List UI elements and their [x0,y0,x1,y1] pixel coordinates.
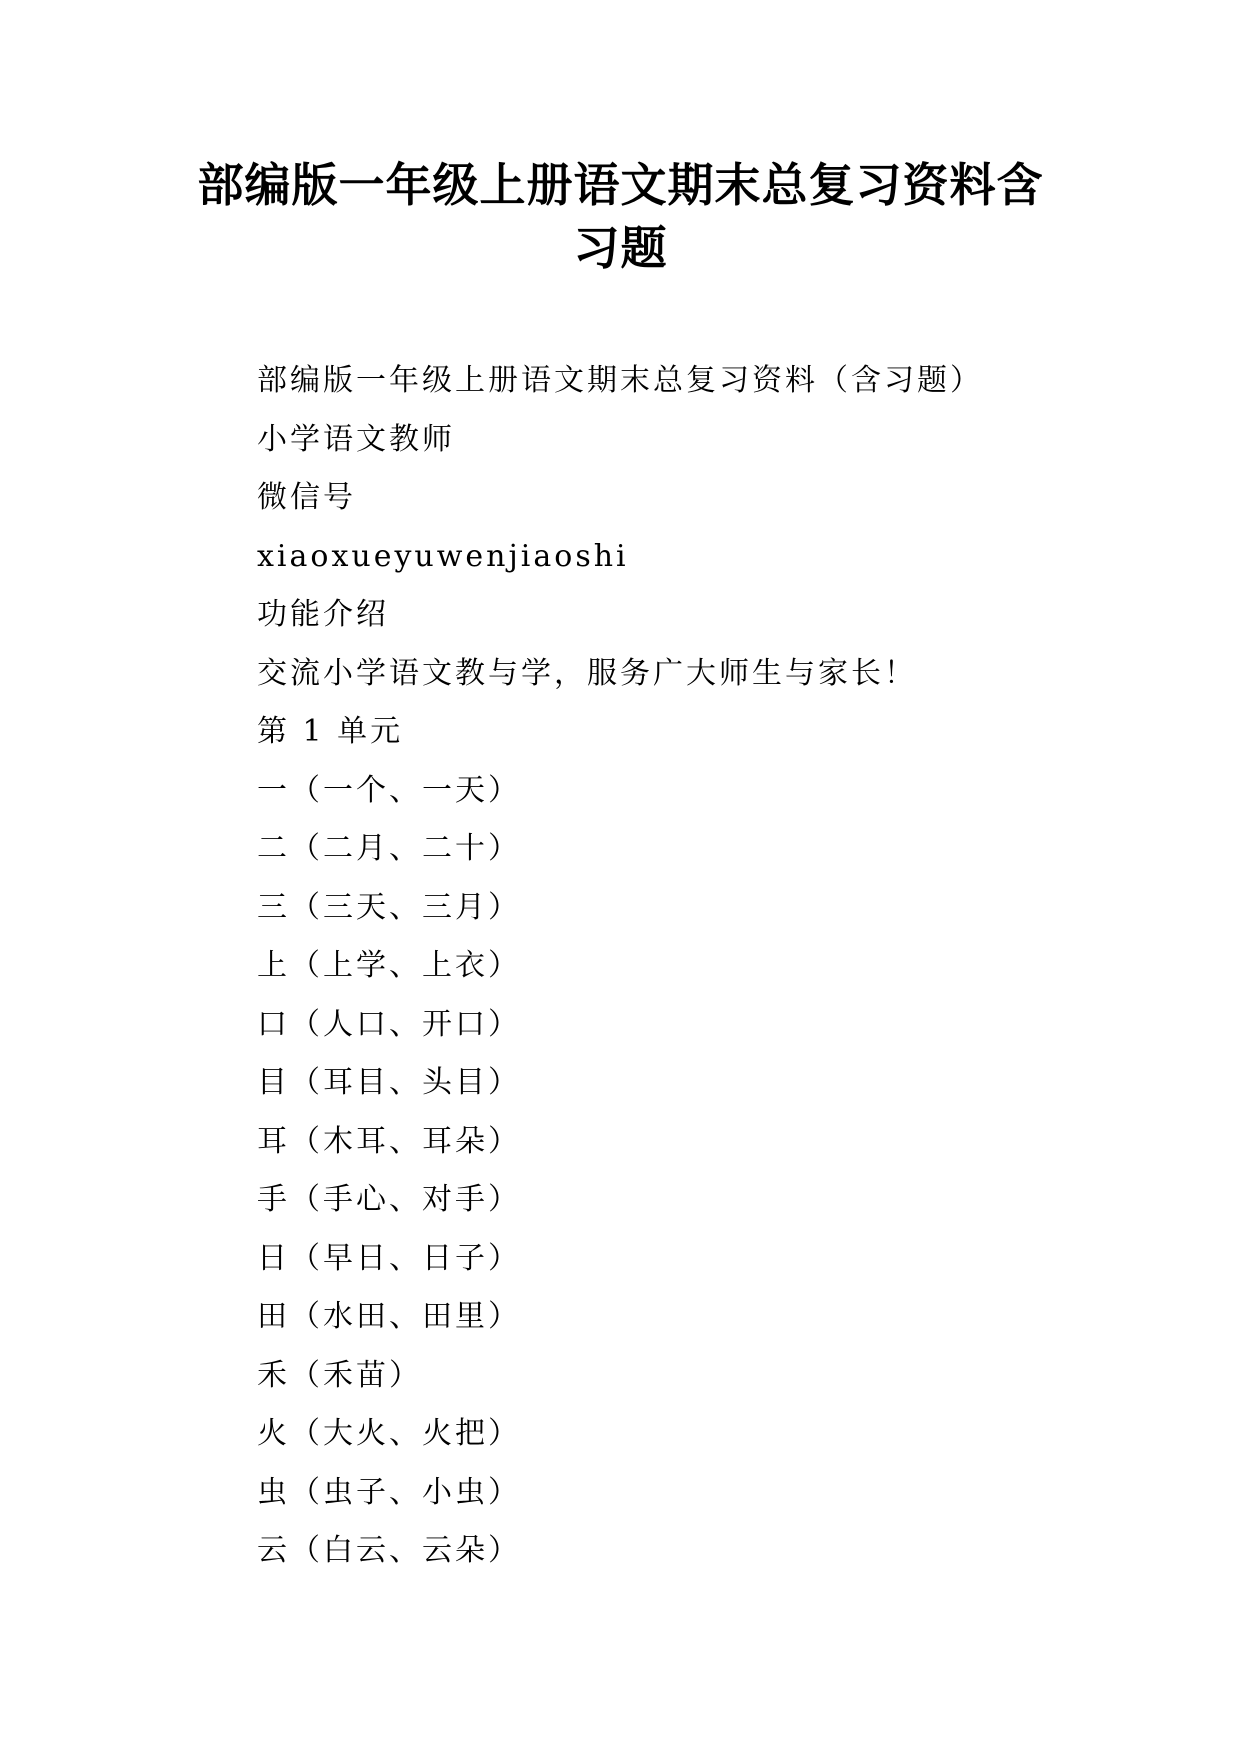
body-line: 日（早日、日子） [257,1240,521,1276]
body-line: 小学语文教师 [257,421,455,457]
body-line: 微信号 [257,480,356,515]
body-line: 云（白云、云朵） [257,1533,521,1568]
body-line: 上（上学、上衣） [257,948,521,983]
body-line: 手（手心、对手） [257,1182,521,1217]
body-line: 交流小学语文教与学，服务广大师生与家长！ [257,655,917,691]
body-line: 田（水田、田里） [257,1299,521,1334]
body-line: 火（大火、火把） [257,1416,521,1451]
document-body [257,352,1157,1581]
body-line: xiaoxueyuwenjiaoshi [257,538,629,574]
body-line: 第 1 单元 [257,714,404,749]
body-line: 部编版一年级上册语文期末总复习资料（含习题） [257,363,983,398]
body-line: 禾（禾苗） [257,1357,422,1393]
body-line: 口（人口、开口） [257,1006,521,1042]
document-title-line-1: 部编版一年级上册语文期末总复习资料含 [197,158,1044,212]
body-line: 二（二月、二十） [257,831,521,866]
body-line: 功能介绍 [257,597,389,632]
body-line: 目（耳目、头目） [257,1065,521,1100]
body-line: 一（一个、一天） [257,772,521,808]
document-title-line-2: 习题 [573,221,668,275]
body-line: 三（三天、三月） [257,889,521,925]
body-line: 虫（虫子、小虫） [257,1474,521,1510]
body-line: 耳（木耳、耳朵） [257,1123,521,1159]
